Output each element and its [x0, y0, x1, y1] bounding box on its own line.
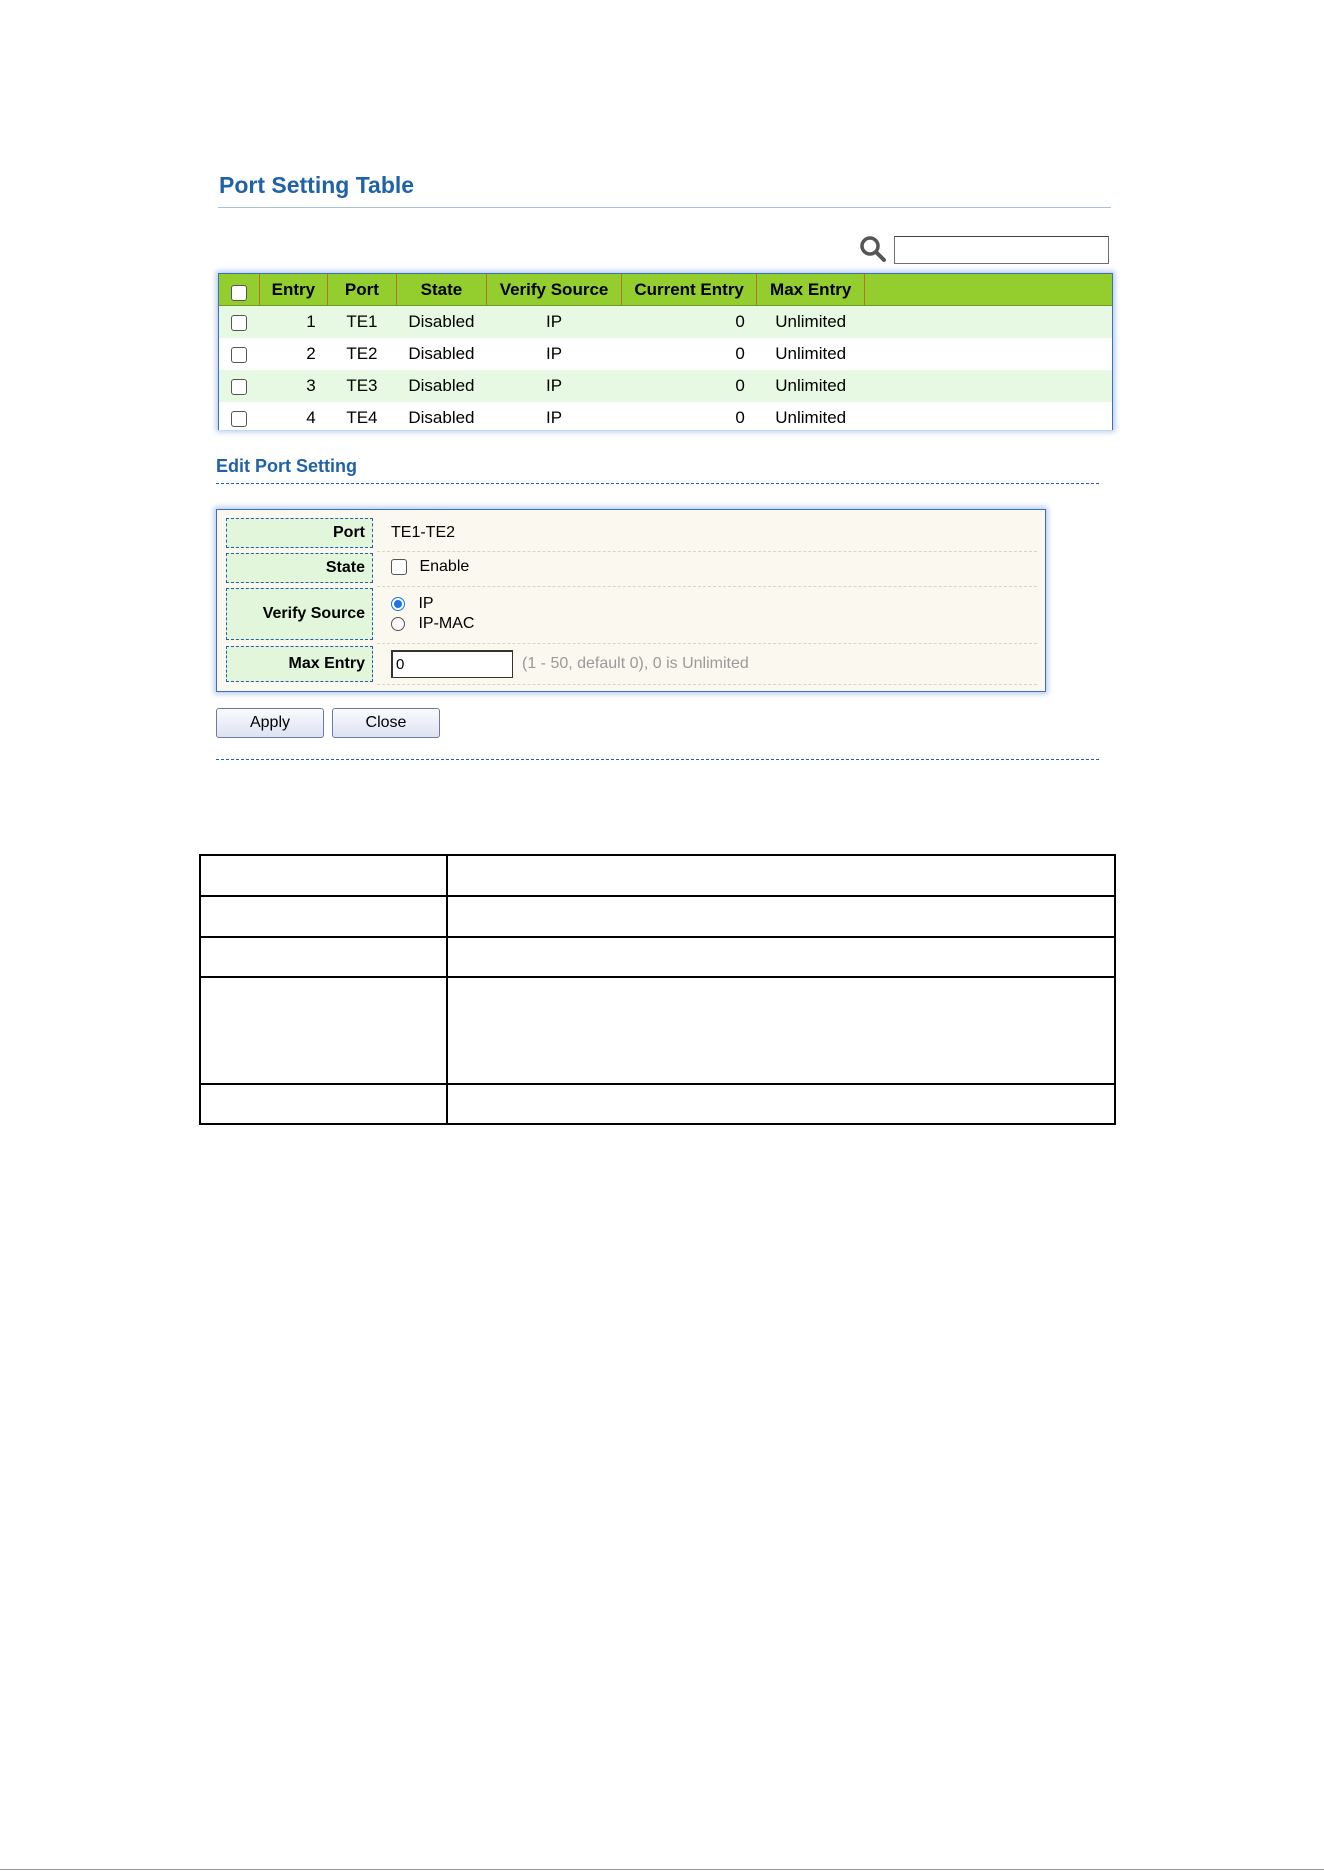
description-cell: [447, 896, 1115, 937]
max-entry-label: Max Entry: [226, 646, 373, 682]
cell-current-entry: 0: [621, 338, 757, 370]
port-value: TE1-TE2: [391, 524, 456, 541]
select-all-header: [219, 274, 259, 306]
cell-entry: 4: [259, 402, 328, 430]
section-divider: [216, 759, 1099, 760]
column-header-port[interactable]: Port: [328, 274, 396, 306]
description-cell: [447, 1084, 1115, 1124]
table-row: [200, 977, 1115, 1084]
column-header-entry[interactable]: Entry: [259, 274, 328, 306]
row-checkbox[interactable]: [231, 347, 247, 363]
cell-entry: 2: [259, 338, 328, 370]
row-divider: [377, 643, 1037, 644]
cell-state: Disabled: [396, 402, 487, 430]
cell-port: TE1: [328, 306, 396, 339]
cell-port: TE2: [328, 338, 396, 370]
state-enable-checkbox[interactable]: [391, 559, 407, 575]
close-button[interactable]: Close: [332, 708, 440, 738]
cell-verify-source: IP: [487, 338, 622, 370]
row-select-cell: [219, 306, 259, 339]
port-setting-grid: [219, 274, 1112, 430]
verify-source-label: Verify Source: [226, 588, 373, 640]
max-entry-input[interactable]: [391, 650, 513, 678]
table-row: [200, 896, 1115, 937]
port-setting-table-title: Port Setting Table: [219, 172, 415, 198]
table-row[interactable]: [219, 306, 1112, 339]
verify-source-ip-mac-label: IP-MAC: [418, 615, 475, 633]
table-row: [200, 855, 1115, 896]
table-row[interactable]: [219, 338, 1112, 370]
table-row[interactable]: [219, 402, 1112, 430]
cell-port: TE4: [328, 402, 396, 430]
column-header-filler: [864, 274, 1112, 306]
edit-port-setting-panel: [216, 509, 1046, 692]
row-checkbox[interactable]: [231, 411, 247, 427]
title-divider: [218, 207, 1111, 208]
cell-current-entry: 0: [621, 306, 757, 339]
state-label: State: [226, 553, 373, 583]
cell-filler: [864, 370, 1112, 402]
description-cell: [200, 937, 447, 977]
description-cell: [447, 937, 1115, 977]
description-cell: [200, 1084, 447, 1124]
cell-filler: [864, 402, 1112, 430]
row-divider: [377, 551, 1037, 552]
cell-state: Disabled: [396, 306, 487, 339]
row-divider: [377, 684, 1037, 685]
cell-verify-source: IP: [487, 306, 622, 339]
port-setting-table: [218, 273, 1113, 430]
port-label: Port: [226, 518, 373, 548]
row-divider: [377, 586, 1037, 587]
table-row: [200, 937, 1115, 977]
state-enable-label: Enable: [419, 558, 470, 575]
state-enable-option[interactable]: [391, 558, 469, 576]
cell-max-entry: Unlimited: [757, 338, 865, 370]
cell-verify-source: IP: [487, 402, 622, 430]
row-checkbox[interactable]: [231, 315, 247, 331]
verify-source-ip-radio[interactable]: [391, 597, 405, 611]
select-all-checkbox[interactable]: [231, 285, 247, 301]
apply-button[interactable]: Apply: [216, 708, 324, 738]
table-row: [200, 1084, 1115, 1124]
page-bottom-divider: [0, 1869, 1324, 1870]
row-select-cell: [219, 338, 259, 370]
cell-state: Disabled: [396, 338, 487, 370]
column-header-verify-source[interactable]: Verify Source: [487, 274, 622, 306]
verify-source-option-ip[interactable]: [391, 594, 474, 614]
description-cell: [447, 977, 1115, 1084]
max-entry-hint: (1 - 50, default 0), 0 is Unlimited: [522, 655, 749, 672]
cell-max-entry: Unlimited: [757, 370, 865, 402]
cell-state: Disabled: [396, 370, 487, 402]
cell-verify-source: IP: [487, 370, 622, 402]
cell-max-entry: Unlimited: [757, 402, 865, 430]
cell-filler: [864, 306, 1112, 339]
description-table: [199, 854, 1116, 1125]
description-cell: [200, 977, 447, 1084]
verify-source-options: [391, 594, 474, 634]
column-header-state[interactable]: State: [396, 274, 487, 306]
cell-entry: 1: [259, 306, 328, 339]
cell-max-entry: Unlimited: [757, 306, 865, 339]
description-cell: [200, 855, 447, 896]
description-cell: [200, 896, 447, 937]
verify-source-ip-label: IP: [418, 595, 434, 612]
cell-filler: [864, 338, 1112, 370]
description-cell: [447, 855, 1115, 896]
row-select-cell: [219, 402, 259, 430]
cell-entry: 3: [259, 370, 328, 402]
column-header-max-entry[interactable]: Max Entry: [757, 274, 865, 306]
edit-port-setting-title: Edit Port Setting: [216, 456, 357, 476]
search-icon[interactable]: [858, 234, 888, 264]
cell-port: TE3: [328, 370, 396, 402]
column-header-current-entry[interactable]: Current Entry: [621, 274, 757, 306]
search-input[interactable]: [894, 236, 1109, 264]
row-checkbox[interactable]: [231, 379, 247, 395]
cell-current-entry: 0: [621, 402, 757, 430]
table-row[interactable]: [219, 370, 1112, 402]
cell-current-entry: 0: [621, 370, 757, 402]
row-select-cell: [219, 370, 259, 402]
verify-source-option-ip-mac[interactable]: [391, 614, 474, 634]
verify-source-ip-mac-radio[interactable]: [391, 617, 405, 631]
section-divider: [216, 483, 1099, 484]
table-header-row: [219, 274, 1112, 306]
